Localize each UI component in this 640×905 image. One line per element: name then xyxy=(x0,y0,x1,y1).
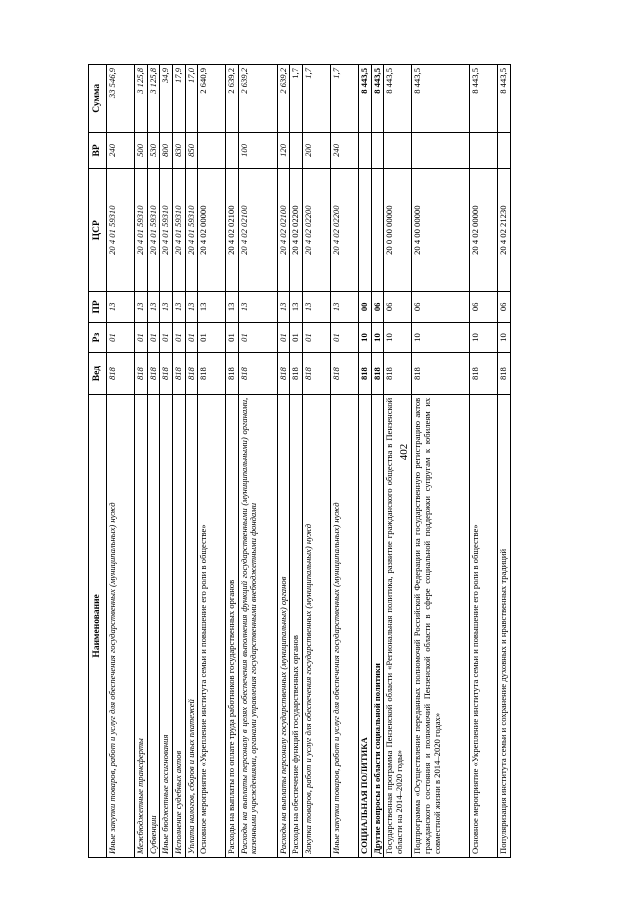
header-vr: ВР xyxy=(89,132,107,169)
cell-name: Расходы на выплаты по оплате труда работников государственных органов xyxy=(226,394,239,857)
cell-rz: 01 xyxy=(147,322,160,353)
cell-vr: 500 xyxy=(135,132,148,169)
cell-sum: 8 443,5 xyxy=(384,65,412,133)
cell-sum: 17,0 xyxy=(185,65,198,133)
cell-rz: 01 xyxy=(185,322,198,353)
cell-name: Расходы на выплаты персоналу государственных (муниципальных) органов xyxy=(277,394,290,857)
cell-pr: 00 xyxy=(359,292,372,323)
cell-csr: 20 0 00 00000 xyxy=(384,169,412,292)
cell-rz: 10 xyxy=(470,322,498,353)
cell-vr xyxy=(384,132,412,169)
cell-sum: 3 125,8 xyxy=(135,65,148,133)
cell-ved: 818 xyxy=(290,353,303,394)
cell-name: Иные бюджетные ассигнования xyxy=(160,394,173,857)
cell-csr: 20 4 01 59310 xyxy=(160,169,173,292)
cell-vr xyxy=(198,132,226,169)
cell-vr: 100 xyxy=(238,132,277,169)
cell-rz: 01 xyxy=(198,322,226,353)
cell-ved: 818 xyxy=(107,353,135,394)
cell-name: Другие вопросы в области социальной политики xyxy=(371,394,384,857)
cell-sum: 8 443,5 xyxy=(359,65,372,133)
cell-ved: 818 xyxy=(412,353,470,394)
table-row xyxy=(238,65,277,858)
cell-rz: 01 xyxy=(226,322,239,353)
header-ved: Вед xyxy=(89,353,107,394)
cell-name: Субвенции xyxy=(147,394,160,857)
table-row xyxy=(172,65,185,858)
table-row xyxy=(226,65,239,858)
cell-pr: 06 xyxy=(470,292,498,323)
table-row xyxy=(359,65,372,858)
cell-ved: 818 xyxy=(359,353,372,394)
cell-ved: 818 xyxy=(147,353,160,394)
cell-pr: 13 xyxy=(160,292,173,323)
cell-csr xyxy=(359,169,372,292)
header-rz: Рз xyxy=(89,322,107,353)
cell-pr: 13 xyxy=(107,292,135,323)
cell-pr: 13 xyxy=(238,292,277,323)
cell-rz: 01 xyxy=(277,322,290,353)
cell-csr: 20 4 02 02100 xyxy=(277,169,290,292)
cell-rz: 01 xyxy=(135,322,148,353)
cell-ved: 818 xyxy=(238,353,277,394)
cell-name: Расходы на выплаты персоналу в целях обеспечения выполнения функций государственными (муниципальными) органами, казенными учреждениями, органами управления государственными внебюджетными фондами xyxy=(238,394,277,857)
header-csr: ЦСР xyxy=(89,169,107,292)
cell-csr: 20 4 02 02200 xyxy=(303,169,331,292)
cell-sum: 17,9 xyxy=(172,65,185,133)
cell-ved: 818 xyxy=(303,353,331,394)
cell-vr: 530 xyxy=(147,132,160,169)
cell-pr: 13 xyxy=(277,292,290,323)
table-row xyxy=(412,65,470,858)
cell-csr: 20 4 02 02100 xyxy=(238,169,277,292)
cell-vr: 240 xyxy=(331,132,359,169)
cell-sum: 1,7 xyxy=(331,65,359,133)
cell-vr: 850 xyxy=(185,132,198,169)
cell-vr: 200 xyxy=(303,132,331,169)
table-row xyxy=(303,65,331,858)
cell-csr: 20 4 02 21230 xyxy=(498,169,511,292)
cell-csr: 20 4 02 02100 xyxy=(226,169,239,292)
cell-name: Основное мероприятие «Укрепление института семьи и повышение его роли в обществе» xyxy=(198,394,226,857)
cell-ved: 818 xyxy=(160,353,173,394)
cell-rz: 01 xyxy=(303,322,331,353)
cell-vr xyxy=(371,132,384,169)
cell-rz: 01 xyxy=(107,322,135,353)
cell-name: Уплата налогов, сборов и иных платежей xyxy=(185,394,198,857)
cell-rz: 10 xyxy=(412,322,470,353)
cell-csr: 20 4 02 00000 xyxy=(470,169,498,292)
header-sum: Сумма xyxy=(89,65,107,133)
cell-sum: 8 443,5 xyxy=(371,65,384,133)
table-row xyxy=(198,65,226,858)
cell-rz: 10 xyxy=(384,322,412,353)
cell-vr: 120 xyxy=(277,132,290,169)
cell-sum: 1,7 xyxy=(290,65,303,133)
table-row xyxy=(498,65,511,858)
cell-name: Межбюджетные трансферты xyxy=(135,394,148,857)
cell-csr: 20 4 01 59310 xyxy=(185,169,198,292)
table-row xyxy=(107,65,135,858)
cell-sum: 8 443,5 xyxy=(470,65,498,133)
cell-name: Иные закупки товаров, работ и услуг для обеспечения государственных (муниципальных) нужд xyxy=(331,394,359,857)
cell-rz: 10 xyxy=(498,322,511,353)
cell-rz: 10 xyxy=(371,322,384,353)
cell-pr: 13 xyxy=(226,292,239,323)
cell-sum: 8 443,5 xyxy=(412,65,470,133)
cell-pr: 13 xyxy=(331,292,359,323)
cell-sum: 2 640,9 xyxy=(198,65,226,133)
cell-csr: 20 4 00 00000 xyxy=(412,169,470,292)
table-row xyxy=(290,65,303,858)
cell-pr: 13 xyxy=(290,292,303,323)
cell-ved: 818 xyxy=(135,353,148,394)
cell-pr: 06 xyxy=(498,292,511,323)
cell-name: Расходы на обеспечение функций государственных органов xyxy=(290,394,303,857)
cell-rz: 01 xyxy=(331,322,359,353)
cell-pr: 13 xyxy=(185,292,198,323)
cell-vr xyxy=(412,132,470,169)
table-row xyxy=(384,65,412,858)
cell-vr xyxy=(359,132,372,169)
cell-csr: 20 4 01 59310 xyxy=(135,169,148,292)
cell-pr: 13 xyxy=(172,292,185,323)
cell-pr: 13 xyxy=(198,292,226,323)
header-name: Наименование xyxy=(89,394,107,857)
cell-sum: 33 546,9 xyxy=(107,65,135,133)
cell-ved: 818 xyxy=(371,353,384,394)
cell-sum: 2 639,2 xyxy=(277,65,290,133)
budget-table xyxy=(88,64,511,858)
cell-sum: 2 639,2 xyxy=(226,65,239,133)
cell-name: Подпрограмма «Осуществление переданных полномочий Российской Федерации на государственную регистрацию актов гражданского состояния и полномочий Пензенской области в сфере социальной поддержки супругам к юбилеям их совместной жизни в 2014–2020 годах» xyxy=(412,394,470,857)
cell-vr: 800 xyxy=(160,132,173,169)
cell-name: Основное мероприятие «Укрепление института семьи и повышение его роли в обществе» xyxy=(470,394,498,857)
header-pr: ПР xyxy=(89,292,107,323)
cell-sum: 8 443,5 xyxy=(498,65,511,133)
cell-rz: 10 xyxy=(359,322,372,353)
rotated-table-container xyxy=(88,64,558,858)
cell-ved: 818 xyxy=(277,353,290,394)
cell-pr: 13 xyxy=(135,292,148,323)
table-row xyxy=(160,65,173,858)
cell-name: Популяризация института семьи и сохранение духовных и нравственных традиций xyxy=(498,394,511,857)
cell-csr: 20 4 02 02200 xyxy=(290,169,303,292)
cell-rz: 01 xyxy=(172,322,185,353)
cell-name: СОЦИАЛЬНАЯ ПОЛИТИКА xyxy=(359,394,372,857)
cell-sum: 3 125,8 xyxy=(147,65,160,133)
cell-csr: 20 4 02 00000 xyxy=(198,169,226,292)
cell-pr: 13 xyxy=(147,292,160,323)
cell-ved: 818 xyxy=(498,353,511,394)
cell-vr xyxy=(290,132,303,169)
cell-sum: 34,9 xyxy=(160,65,173,133)
cell-sum: 2 639,2 xyxy=(238,65,277,133)
cell-name: Исполнение судебных актов xyxy=(172,394,185,857)
table-row xyxy=(277,65,290,858)
cell-vr xyxy=(226,132,239,169)
cell-ved: 818 xyxy=(198,353,226,394)
cell-ved: 818 xyxy=(185,353,198,394)
cell-vr: 240 xyxy=(107,132,135,169)
table-row xyxy=(470,65,498,858)
cell-ved: 818 xyxy=(172,353,185,394)
cell-vr: 830 xyxy=(172,132,185,169)
cell-csr: 20 4 01 59310 xyxy=(147,169,160,292)
page-number: 402 xyxy=(398,443,410,461)
cell-rz: 01 xyxy=(290,322,303,353)
cell-csr xyxy=(371,169,384,292)
cell-pr: 06 xyxy=(371,292,384,323)
cell-sum: 1,7 xyxy=(303,65,331,133)
cell-vr xyxy=(470,132,498,169)
cell-name: Государственная программа Пензенской области «Региональная политика, развитие гражданского общества в Пензенской области на 2014–2020 годы» xyxy=(384,394,412,857)
cell-pr: 06 xyxy=(384,292,412,323)
table-row xyxy=(331,65,359,858)
cell-ved: 818 xyxy=(470,353,498,394)
table-row xyxy=(135,65,148,858)
table-row xyxy=(371,65,384,858)
cell-ved: 818 xyxy=(226,353,239,394)
cell-csr: 20 4 01 59310 xyxy=(172,169,185,292)
cell-name: Иные закупки товаров, работ и услуг для обеспечения государственных (муниципальных) нужд xyxy=(107,394,135,857)
cell-vr xyxy=(498,132,511,169)
cell-pr: 06 xyxy=(412,292,470,323)
table-row xyxy=(147,65,160,858)
table-header-row xyxy=(89,65,107,858)
cell-csr: 20 4 02 02200 xyxy=(331,169,359,292)
cell-rz: 01 xyxy=(160,322,173,353)
table-row xyxy=(185,65,198,858)
cell-rz: 01 xyxy=(238,322,277,353)
cell-pr: 13 xyxy=(303,292,331,323)
cell-name: Закупка товаров, работ и услуг для обеспечения государственных (муниципальных) нужд xyxy=(303,394,331,857)
cell-ved: 818 xyxy=(331,353,359,394)
cell-csr: 20 4 01 59310 xyxy=(107,169,135,292)
cell-ved: 818 xyxy=(384,353,412,394)
